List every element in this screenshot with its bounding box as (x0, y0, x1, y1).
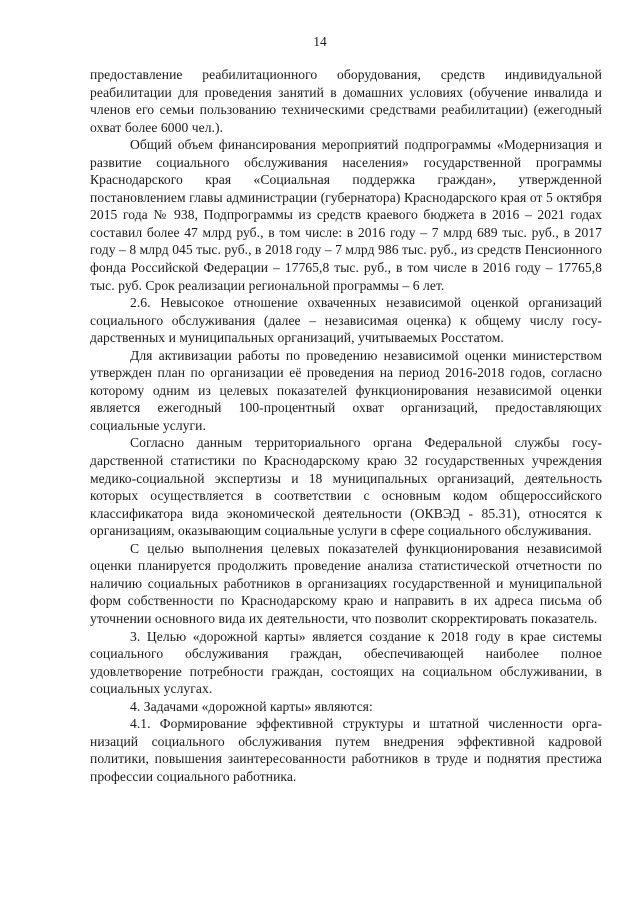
paragraph-statistics: Согласно данным территориального органа Федеральной службы государственной статистики по Краснодарскому краю 32 государственных учреждения медико-социальной экспертизы и 18 муниципальных организаций, деятельность которых осуществляется в соответствии с основным кодом общероссийского классификатора вида экономической деятельности (ОКВЭД - 85.31), относятся к организациям, оказывающим социальные услуги в сфере социального обслуживания. (90, 435, 602, 539)
paragraph-4-1: 4.1. Формирование эффективной структуры и штатной численности организаций социального обслуживания путем внедрения эффективной кадровой политики, повышения заинтересованности работников в труде и поднятия престижа профессии социального работника. (90, 716, 602, 784)
paragraph-3-goal: 3. Целью «дорожной карты» является создание к 2018 году в крае системы социального обслуживания граждан, обеспечивающей наиболее полное удовлетворение потребности граждан, состоящих на социальном обслуживании, в социальных услугах. (90, 628, 602, 697)
page-number: 14 (313, 34, 327, 49)
paragraph-target-indicators: С целью выполнения целевых показателей функционирования независимой оценки планируется продолжить проведение анализа статистической отчетности по наличию социальных работников в организациях государственной и муниципальной форм собственности по Краснодарскому краю и направить в их адреса письма об уточнении основного вида их деятельности, что позволит скорректировать показатель. (90, 540, 602, 626)
paragraph-independent-assessment: Для активизации работы по проведению независимой оценки министерством утвержден план по организации её проведения на период 2016-2018 годов, согласно которому одним из целевых показателей функционирования независимой оценки является ежегодный 100-процентный охват организаций, предоставляющих социальные услуги. (90, 347, 602, 433)
paragraph-continuation: предоставление реабилитационного оборудования, средств индивидуальной реабилитации для проведения занятий в домашних условиях (обучение инвалида и членов его семьи пользованию техническими средствами реабилитации) (ежегодный охват более 6000 чел.). (90, 67, 602, 135)
paragraph-financing: Общий объем финансирования мероприятий подпрограммы «Модернизация и развитие социального обслуживания населения» государственной программы Краснодарского края «Социальная поддержка граждан», утвержденной постановлением главы администрации (губернатора) Краснодарского края от 5 октября 2015 года № 938, Подпрограммы из средств краевого бюджета в 2016 – 2021 годах составил более 47 млрд руб., в том числе: в 2016 году – 7 млрд 689 тыс. руб., в 2017 году – 8 млрд 045 тыс. руб., в 2018 году – 7 млрд 986 тыс. руб., из средств Пенсионного фонда Российской Федерации – 17765,8 тыс. руб., в том числе в 2016 году – 17765,8 тыс. руб. Срок реализации региональной программы – 6 лет. (90, 137, 602, 293)
paragraph-4-tasks: 4. Задачами «дорожной карты» являются: (130, 698, 373, 714)
document-body (90, 66, 602, 785)
paragraph-2-6: 2.6. Невысокое отношение охваченных независимой оценкой организаций социального обслуживания (далее – независимая оценка) к общему числу государственных и муниципальных организаций, учитываемых Росстатом. (90, 295, 602, 346)
